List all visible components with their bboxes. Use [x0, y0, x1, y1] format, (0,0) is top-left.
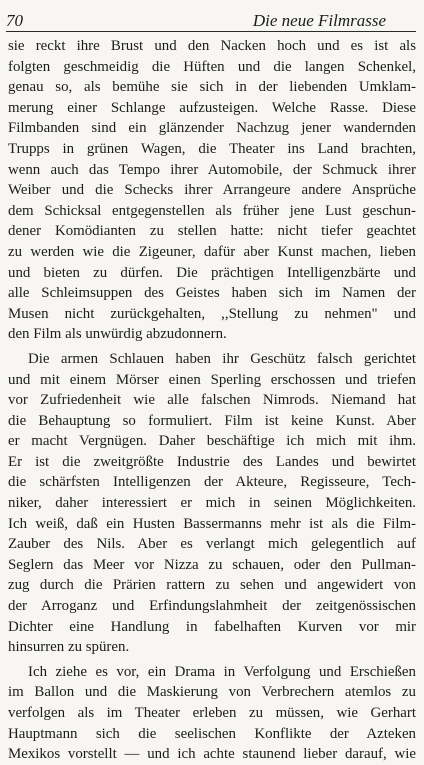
text-line: zu werden wie die Zigeuner, dafür aber Kunst machen, lieben	[8, 243, 416, 260]
text-line: und mit einem Mörser einen Sperling erschossen und triefen	[8, 371, 416, 388]
text-line: Seglern das Meer vor Nizza zu schauen, oder den Pullman-	[8, 556, 416, 573]
text-line: Weiber und die Schecks ihrer Arrangeure andere Ansprüche	[8, 182, 416, 199]
text-line: folgten geschmeidig die Hüften und die langen Schenkel,	[8, 58, 416, 75]
text-line: vor Zufriedenheit wie alle falschen Nimrods. Niemand hat	[8, 392, 416, 409]
page-header	[6, 5, 416, 32]
text-line: Mexikos vorstellt — und ich achte staunend lieber darauf, wie	[8, 746, 416, 763]
text-line: wenn auch das Tempo ihrer Automobile, der Schmuck ihrer	[8, 161, 416, 178]
text-line: merung einer Schlange aufzusteigen. Welche Rasse. Diese	[8, 99, 416, 116]
text-line: Er ist die zweitgrößte Industrie des Landes und bewirtet	[8, 453, 416, 470]
text-line: und bieten zu dürfen. Die prächtigen Intelligenzbärte und	[8, 264, 416, 281]
text-line: dem Schicksal entgegenstellen als früher jene Lust geschun-	[8, 202, 416, 219]
text-line: den Film als unwürdig abzudonnern.	[8, 326, 227, 343]
text-line: Musen nicht zurückgehalten, ,,Stellung zu nehmen" und	[8, 305, 416, 322]
paragraph-2	[8, 349, 416, 658]
text-line: Trupps in grünen Wagen, die Theater ins Land brachten,	[8, 140, 416, 157]
text-line: der Arroganz und Erfindungslahmheit der zeitgenössischen	[8, 598, 416, 615]
text-line: die schärfsten Intelligenzen der Akteure, Regisseure, Tech-	[8, 474, 416, 491]
text-line: Ich ziehe es vor, ein Drama in Verfolgung und Erschießen	[28, 663, 416, 680]
text-line: im Ballon und die Maskierung von Verbrechern atemlos zu	[8, 684, 416, 701]
running-title: Die neue Filmrasse	[252, 11, 386, 30]
text-line: genau so, als bemühe sie sich in der liebenden Umklam-	[8, 79, 416, 96]
text-line: verfolgen als im Theater erleben zu müssen, wie Gerhart	[8, 705, 416, 721]
text-line: niker, daher interessiert er mich in seinen Möglichkeiten.	[8, 495, 416, 512]
text-line: er macht Vergnügen. Daher beschäftige ich mich mit ihm.	[8, 433, 416, 450]
body-text	[8, 36, 416, 765]
text-line: Filmbanden sind ein glänzender Nachzug jener wandernden	[8, 120, 416, 137]
text-line: alle Schleimsuppen des Geistes haben sich im Namen der	[8, 285, 416, 302]
paragraph-1	[8, 36, 416, 345]
text-line: Die armen Schlauen haben ihr Geschütz falsch gerichtet	[28, 350, 416, 367]
text-line: Hauptmann sich die seelischen Konflikte der Azteken	[8, 725, 416, 742]
text-line: die Behauptung so formuliert. Film ist keine Kunst. Aber	[8, 412, 416, 429]
text-line: Ich weiß, daß ein Husten Bassermanns mehr ist als die Film-	[8, 515, 416, 532]
text-line: Zauber des Nils. Aber es verlangt mich gelegentlich auf	[8, 536, 416, 553]
text-line: sie reckt ihre Brust und den Nacken hoch und es ist als	[8, 38, 416, 54]
page-number: 70	[6, 11, 23, 30]
text-line: hinsurren zu spüren.	[8, 639, 130, 656]
text-line: dener Komödianten zu stellen hatte: nicht tiefer geachtet	[8, 223, 416, 240]
text-line: zug durch die Prärien rattern zu sehen und angewidert von	[8, 577, 416, 594]
paragraph-3	[8, 662, 416, 765]
text-line: Dichter eine Handlung in fabelhaften Kurven vor mir	[8, 618, 416, 635]
